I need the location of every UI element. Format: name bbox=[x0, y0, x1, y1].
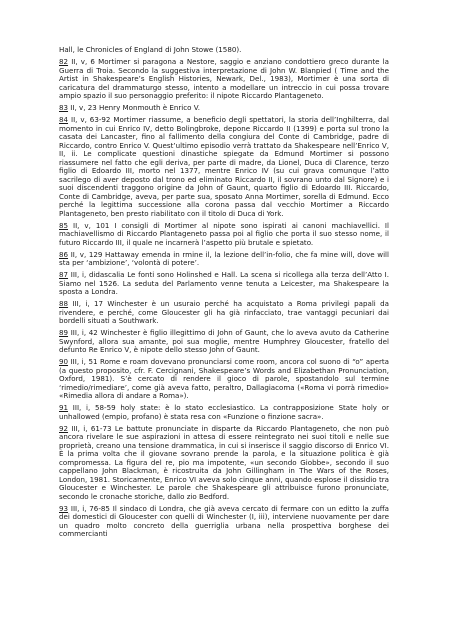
footnote-text: II, v, 129 Hattaway emenda in rmine il, la lezione dell’in-folio, che fa mine will, dove will sta per ‘ambizione’, ‘volontà di potere’. bbox=[59, 249, 389, 267]
footnote bbox=[59, 58, 389, 101]
footnote bbox=[59, 116, 389, 218]
footnote-text: III, i, 58-59 holy state: è lo stato ecclesiastico. La contrapposizione State holy or unhallowed (empio, profano) è stata resa con «Funzione o finzione sacra». bbox=[59, 403, 389, 421]
footnote-text: III, i, 17 Winchester è un usuraio perché ha acquistato a Roma privilegi papali da rivendere, e perché, come Gloucester gli ha già rinfacciato, trae vantaggi pecuniari dai bordelli situati a Southwark. bbox=[59, 299, 389, 325]
footnote-number: 83 bbox=[59, 103, 69, 112]
footnote-text: III, i, 42 Winchester è figlio illegittimo di John of Gaunt, che lo aveva avuto da Catherine Swynford, allora sua amante, poi sua moglie, mentre Humphrey Gloucester, fratello del defunto Re Enrico V, è nipote dello stesso John of Gaunt. bbox=[59, 328, 389, 354]
footnote-number: 91 bbox=[59, 403, 69, 412]
footnote bbox=[59, 358, 389, 401]
footnote-number: 86 bbox=[59, 249, 69, 259]
footnote-number: 90 bbox=[59, 357, 69, 366]
footnote-text: III, i, 76-85 Il sindaco di Londra, che già aveva cercato di fermare con un editto la zuffa dei domestici di Gloucester con quelli di Winchester (I, iii), interviene nuovamente per dare un quadro molto concreto della guerriglia urbana nella prospettiva borghese dei commercianti bbox=[59, 503, 390, 538]
footnote-number: 88 bbox=[59, 299, 69, 308]
footnote-number: 85 bbox=[59, 220, 69, 230]
footnote-text: III, i, didascalia Le fonti sono Holinshed e Hall. La scena si ricollega alla terza dell’Atto I. Siamo nel 1526. La seduta del Parlamento venne tenuta a Leicester, ma Shakespeare la sposta a Londra. bbox=[59, 270, 389, 296]
footnote-number: 87 bbox=[59, 270, 69, 279]
footnote-text: II, v, 6 Mortimer si paragona a Nestore, saggio e anziano condottiero greco durante la Guerra di Troia. Secondo la suggestiva interpretazione di John W. Blanpied ( Time and the Artist in Shakespeare’s English Histories, Newark, Del., 1983), Mortimer è una sorta di caricatura del drammaturgo stesso, intento a modellare un intreccio in cui possa trovare ampio spazio il suo personaggio preferito: il nipote Riccardo Plantageneto. bbox=[59, 57, 389, 100]
footnote-text: III, i, 61-73 Le battute pronunciate in disparte da Riccardo Plantageneto, che non può ancora rivelare le sue aspirazioni in attesa di essere reintegrato nei suoi titoli e nelle sue proprietà, creano una tensione drammatica, in cui si inserisce il saggio discorso di Enrico VI. È la prima volta che il giovane sovrano prende la parola, e la situazione politica è già compromessa. La figura del re, pio ma impotente, «un secondo Giobbe», secondo il suo cappellano John Blackman, è ricostruita da John Gillingham in The Wars of the Roses, London, 1981. Storicamente, Enrico VI aveva solo cinque anni, quando esplose il dissidio tra Gloucester e Winchester. Le parole che Shakespeare gli attribuisce furono pronunciate, secondo le cronache storiche, dallo zio Bedford. bbox=[59, 423, 389, 501]
footnote-text: II, v, 63-92 Mortimer riassume, a beneficio degli spettatori, la storia dell’Inghilterra, dal momento in cui Enrico IV, detto Bolingbroke, depone Riccardo II (1399) e porta sul trono la casata dei Lancaster, fino al fallimento della congiura del Conte di Cambridge, padre di Riccardo, contro Enrico V. Quest’ultimo episodio verrà trattato da Shakespeare nell’Enrico V, II, ii. Le complicate questioni dinastiche spiegate da Edmund Mortimer si possono riassumere nel fatto che egli deriva, per parte di madre, da Lionel, Duca di Clarence, terzo figlio di Edoardo III, morto nel 1377, mentre Enrico IV (su cui grava comunque l’atto sacrilego di aver deposto dal trono ed eliminato Riccardo II, il sovrano unto dal Signore) e i suoi discendenti traggono origine da John of Gaunt, quarto figlio di Edoardo III. Riccardo, Conte di Cambridge, aveva, per parte sua, sposato Anna Mortimer, sorella di Edmund. Ecco perché la legittima successione alla corona passa dal vecchio Mortimer a Riccardo Plantageneto, ben presto riabilitato con il titolo di Duca di York. bbox=[59, 115, 389, 218]
footnote bbox=[59, 329, 389, 355]
footnote-number: 92 bbox=[59, 423, 69, 433]
footnote-number: 82 bbox=[59, 57, 69, 66]
continued-note-text: Hall, le Chronicles of England di John Stowe (1580). bbox=[59, 45, 242, 54]
footnote bbox=[59, 104, 389, 113]
footnote bbox=[59, 404, 389, 421]
footnote-number: 93 bbox=[59, 503, 69, 513]
footnote bbox=[59, 271, 389, 297]
footnote-text: II, v, 101 I consigli di Mortimer al nipote sono ispirati ai canoni machiavellici. Il machiavellismo di Riccardo Plantageneto passa poi al figlio che porta il suo stesso nome, il futuro Riccardo III, il quale ne incarnerà l’aspetto più brutale e spietato. bbox=[59, 220, 389, 247]
footnote-number: 89 bbox=[59, 328, 69, 337]
footnote-number: 84 bbox=[59, 115, 69, 124]
footnote bbox=[59, 425, 389, 502]
footnote bbox=[59, 505, 389, 539]
footnote bbox=[59, 251, 389, 268]
footnote-text: III, i, 51 Rome e roam dovevano pronunciarsi come room, ancora col suono di “o” aperta (a questo proposito, cfr. F. Cercignani, Shakespeare’s Words and Elizabethan Pronunciation, Oxford, 1981). S’è cercato di rendere il gioco di parole, spostandolo sul termine ‘rimedio/rimediare’, come già aveva fatto, peraltro, Dallagiacoma («Roma vi porrà rimedio» «Rimedia allora di andare a Roma»). bbox=[59, 357, 389, 400]
footnote-text: II, v, 23 Henry Monmouth è Enrico V. bbox=[70, 103, 200, 112]
notes-list bbox=[59, 58, 389, 539]
annotations-page bbox=[59, 46, 389, 542]
footnote bbox=[59, 300, 389, 326]
footnote bbox=[59, 222, 389, 248]
